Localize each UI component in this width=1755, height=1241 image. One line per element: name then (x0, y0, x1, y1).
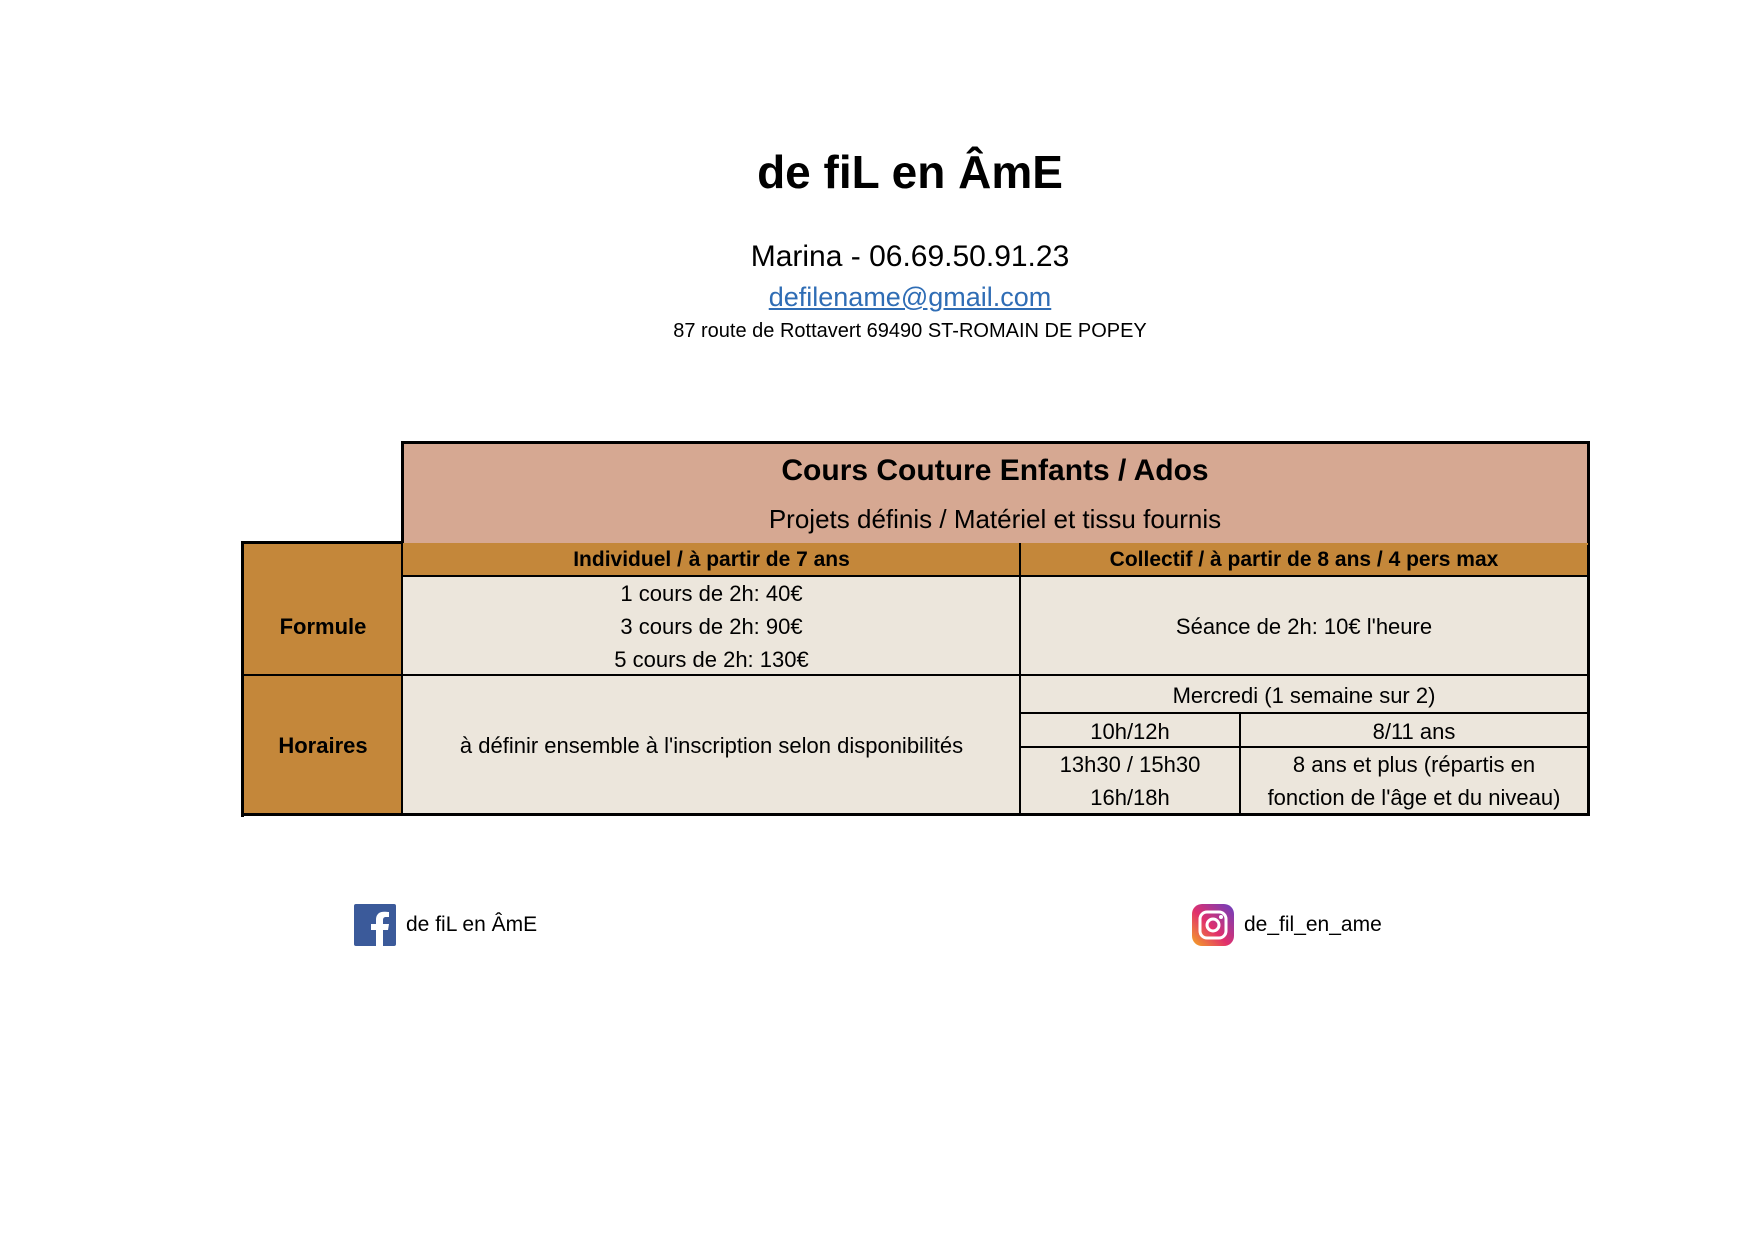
slot-time-line: 13h30 / 15h30 (1059, 752, 1201, 777)
table-border (241, 813, 1590, 816)
table-border (241, 541, 244, 817)
table-border (1587, 545, 1590, 816)
slot-age-line: 8 ans et plus (répartis en (1292, 752, 1536, 777)
course-subtitle: Projets définis / Matériel et tissu fournis (768, 504, 1222, 534)
table-gridline (1239, 713, 1241, 815)
table-border (241, 541, 403, 544)
table-gridline (401, 543, 403, 815)
price-line: 3 cours de 2h: 90€ (620, 614, 803, 639)
instagram-icon (1192, 904, 1234, 946)
horaires-collectif-day: Mercredi (1 semaine sur 2) (1172, 682, 1436, 708)
price-line: 1 cours de 2h: 40€ (620, 581, 803, 606)
page-title: de fiL en ÂmE (757, 146, 1063, 198)
address-line: 87 route de Rottavert 69490 ST-ROMAIN DE POPEY (673, 320, 1147, 342)
price-line: 5 cours de 2h: 130€ (614, 647, 809, 672)
horaires-individuel-cell: à définir ensemble à l'inscription selon disponibilités (459, 733, 964, 758)
table-gridline (243, 674, 1588, 676)
course-title: Cours Couture Enfants / Ados (781, 454, 1209, 487)
slot-age-cell: 8/11 ans (1372, 718, 1456, 744)
facebook-link[interactable] (354, 904, 537, 946)
column-header-individuel: Individuel / à partir de 7 ans (573, 548, 850, 571)
slot-time-cell (1020, 748, 1240, 814)
facebook-icon (354, 904, 396, 946)
column-header-collectif: Collectif / à partir de 8 ans / 4 pers max (1109, 548, 1499, 571)
email-link[interactable]: defilename@gmail.com (768, 282, 1052, 312)
slot-time-cell: 10h/12h (1090, 718, 1170, 744)
contact-line: Marina - 06.69.50.91.23 (750, 240, 1070, 273)
table-gridline (1020, 746, 1588, 748)
slot-age-line: fonction de l'âge et du niveau) (1267, 785, 1561, 810)
formule-individuel-cell (403, 577, 1020, 676)
row-label-horaires: Horaires (278, 733, 368, 758)
table-gridline (1020, 712, 1588, 714)
table-gridline (1019, 543, 1021, 815)
table-gridline (403, 575, 1588, 577)
formule-collectif-cell: Séance de 2h: 10€ l'heure (1175, 613, 1433, 639)
facebook-label: de fiL en ÂmE (406, 913, 538, 936)
instagram-label: de_fil_en_ame (1244, 913, 1382, 936)
slot-age-cell (1240, 748, 1588, 814)
instagram-link[interactable] (1192, 904, 1382, 946)
row-label-formule: Formule (279, 613, 367, 639)
slot-time-line: 16h/18h (1090, 785, 1170, 810)
